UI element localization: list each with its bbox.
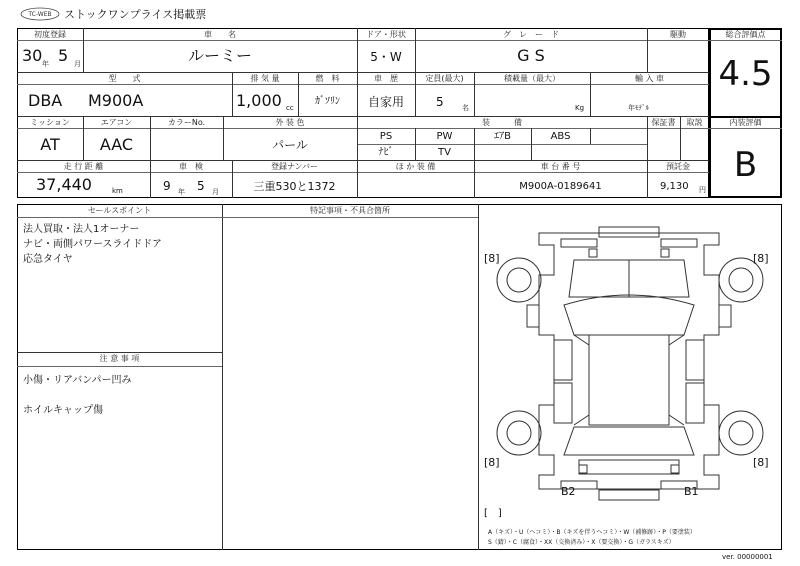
plate-value: 三重530と1372 (253, 180, 336, 193)
sales-points-label: セールスポイント (87, 206, 152, 215)
equip-tv: TV (438, 147, 451, 158)
page-title: ストックワンプライス掲載票 (64, 8, 207, 21)
legend-line-1: A（キズ）・U（ヘコミ）・B（キズを伴うヘコミ）・W（補修跡）・P（要塗装） (488, 529, 696, 536)
wheel-tr-mark: [8] (753, 252, 769, 265)
wheel-tl-mark: [8] (484, 252, 500, 265)
overall-score: 4.5 (718, 54, 773, 94)
fuel-label: 燃 料 (315, 74, 340, 83)
history-label: 車 歴 (374, 74, 398, 83)
model-label: 型 式 (108, 74, 141, 83)
svg-text:TC-WEB: TC-WEB (28, 11, 52, 18)
aircon-value: AAC (99, 135, 134, 154)
mileage-value: 37,440 (36, 175, 92, 194)
interior-grade-label: 内装評価 (729, 118, 762, 127)
deposit-label: 預託金 (666, 162, 690, 171)
first-reg-label: 初度登録 (34, 30, 66, 39)
fuel-value: ｶﾞｿﾘﾝ (315, 96, 340, 107)
mission-value: AT (40, 135, 60, 154)
equipment-label: 装 備 (482, 118, 522, 127)
capacity-value: 5 (436, 95, 444, 109)
displacement-label: 排 気 量 (250, 74, 280, 83)
wheel-br-mark: [8] (753, 456, 769, 469)
model-prefix: DBA (28, 91, 63, 110)
inspection-label: 車 検 (179, 162, 203, 171)
wheel-bl-mark: [8] (484, 456, 500, 469)
equip-ps: PS (379, 131, 393, 142)
damage-b2: B2 (561, 485, 576, 498)
aircon-label: エアコン (100, 118, 133, 127)
first-reg-year: 30 (22, 46, 43, 65)
equip-navi: ﾅﾋﾞ (378, 147, 394, 158)
deposit-value: 9,130 (660, 181, 689, 192)
inspect-month: 5 (197, 179, 205, 193)
color-no-label: カラーNo. (167, 118, 206, 127)
door-value: 5・W (370, 50, 402, 64)
chassis-no-label: 車 台 番 号 (540, 162, 581, 171)
chassis-no-value: M900A-0189641 (519, 181, 602, 192)
manual-label: 取説 (686, 118, 703, 127)
grade-value: G S (517, 46, 545, 65)
warranty-label: 保証書 (651, 118, 676, 127)
mission-label: ミッション (30, 118, 70, 127)
sales-point-item: 法人買取・法人1オーナー (23, 224, 140, 235)
car-damage-diagram (479, 205, 781, 549)
legend-line-2: S（錆）・C（腐食）・XX（交換済み）・X（要交換）・G（ガラスキズ） (488, 539, 675, 546)
car-name-value: ルーミー (187, 46, 252, 65)
exterior-color-value: パール (272, 138, 308, 152)
sales-point-item: 応急タイヤ (23, 254, 73, 265)
equip-abs: ABS (550, 131, 571, 142)
import-label: 輸 入 車 (634, 74, 665, 83)
interior-score: B (733, 145, 758, 185)
other-equipment-label: ほ か 装 備 (395, 162, 436, 171)
load-label: 積載量（最大） (504, 74, 560, 83)
door-shape-label: ドア・形状 (366, 30, 406, 39)
glass-bracket: [ ] (484, 508, 502, 519)
car-name-label: 車 名 (204, 30, 236, 39)
drive-label: 駆動 (670, 30, 686, 39)
tc-web-logo (20, 7, 60, 21)
damage-b1: B1 (684, 485, 699, 498)
first-reg-month: 5 (58, 46, 69, 65)
equip-airbag: ｴｱB (494, 131, 511, 142)
history-value: 自家用 (367, 95, 404, 109)
equip-pw: PW (436, 131, 453, 142)
version-label: ver. 00000001 (722, 553, 773, 561)
inspect-year: 9 (163, 179, 171, 193)
exterior-color-label: 外 装 色 (275, 118, 305, 127)
model-value: M900A (88, 91, 144, 110)
grade-label: グ レ ー ド (503, 30, 559, 39)
note-item: ホイルキャップ傷 (23, 405, 103, 416)
capacity-label: 定員(最大) (425, 74, 464, 83)
remarks-label: 特記事項・不具合箇所 (310, 206, 390, 215)
sales-point-item: ナビ・両側パワースライドドア (23, 239, 162, 250)
mileage-label: 走 行 距 離 (63, 162, 104, 171)
plate-label: 登録ナンバー (270, 162, 319, 171)
displacement-value: 1,000 (236, 91, 282, 110)
notes-label: 注 意 事 項 (99, 354, 140, 363)
note-item: 小傷・リアバンパー凹み (23, 375, 132, 386)
overall-grade-label: 総合評価点 (725, 30, 766, 39)
